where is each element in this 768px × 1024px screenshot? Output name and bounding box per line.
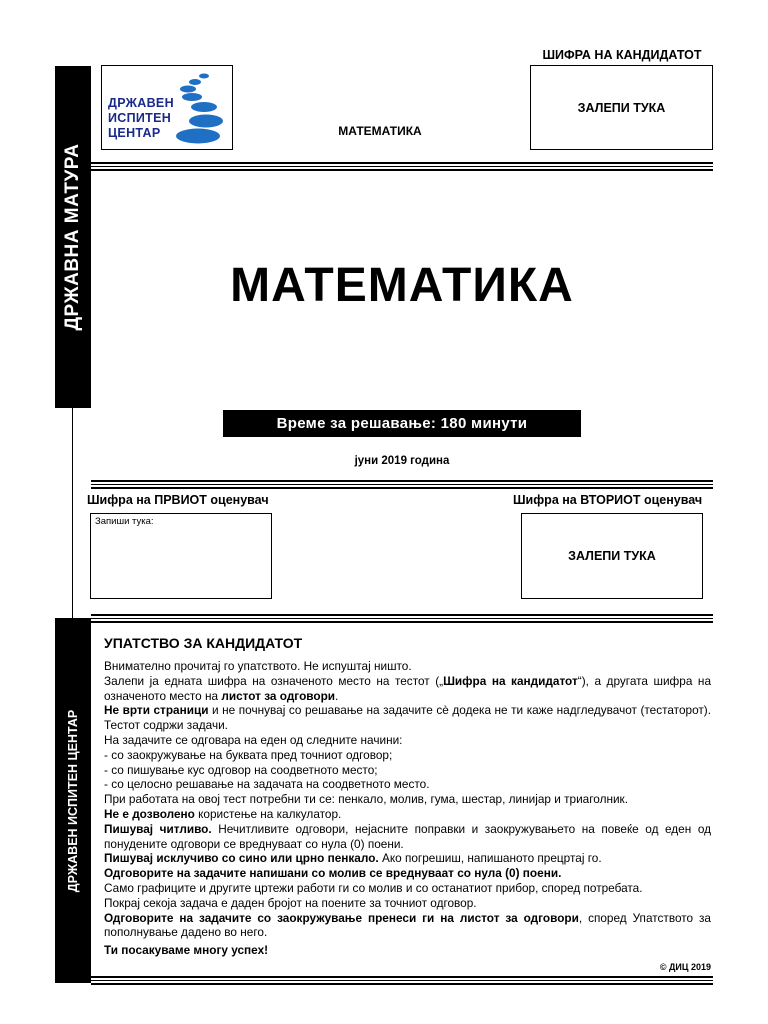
candidate-code-label: ШИФРА НА КАНДИДАТОТ (542, 48, 702, 62)
instruction-paragraph: - со пишување кус одговор на соодветното место; (104, 762, 378, 777)
divider (91, 480, 713, 489)
divider (91, 162, 713, 171)
time-bar: Време за решавање: 180 минути (223, 410, 581, 437)
instruction-paragraph: Покрај секоја задача е даден бројот на поените за точниот одговор. (104, 895, 477, 910)
second-grader-label: Шифра на ВТОРИОТ оценувач (513, 493, 703, 507)
instruction-paragraph: Одговорите на задачите со заокружување пренеси ги на листот за одговори, според Упатството за пополнување дадено во него. (104, 910, 711, 940)
instructions-title: УПАТСТВО ЗА КАНДИДАТОТ (104, 635, 303, 651)
instruction-paragraph: Пишувај исклучиво со сино или црно пенкало. Ако погрешиш, напишаното прецртај го. (104, 851, 602, 866)
candidate-code-box: ЗАЛЕПИ ТУКА (530, 65, 713, 150)
copyright: © ДИЦ 2019 (659, 962, 711, 972)
instruction-paragraph: Одговорите на задачите напишани со молив се вреднуваат со нула (0) поени. (104, 866, 562, 881)
divider (91, 614, 713, 623)
logo-text-line: ЦЕНТАР (108, 126, 161, 140)
logo-text-line: ИСПИТЕН (108, 111, 172, 125)
instruction-paragraph: Не врти страници и не почнувај со решавање на задачите сè додека не ти каже надгледувачот (тестаторот). Тестот содржи задачи. (104, 703, 711, 733)
subject-small-label: МАТЕМАТИКА (338, 124, 422, 138)
instruction-paragraph: Само графиците и другите цртежи работи ги со молив и со останатиот прибор, според потребата. (104, 880, 643, 895)
closing-wish: Ти посакуваме многу успех! (104, 943, 269, 957)
divider (91, 976, 713, 985)
sidebar-top-label: ДРЖАВНА МАТУРА (62, 143, 83, 331)
logo-text-line: ДРЖАВЕН (108, 96, 174, 110)
logo (101, 65, 233, 150)
instruction-paragraph: При работата на овој тест потребни ти се: пенкало, молив, гума, шестар, линијар и триаголник. (104, 792, 628, 807)
instruction-paragraph: На задачите се одговара на еден од следните начини: (104, 732, 403, 747)
sidebar-bottom-label: ДРЖАВЕН ИСПИТЕН ЦЕНТАР (66, 709, 80, 892)
instruction-paragraph: Внимателно прочитај го упатството. Не испуштај ништо. (104, 659, 412, 673)
instruction-paragraph: - со целосно решавање на задачата на соодветното место. (104, 777, 430, 792)
instruction-paragraph: Не е дозволено користење на калкулатор. (104, 806, 342, 821)
first-grader-box-text: Запиши тука: (95, 516, 154, 527)
first-grader-code-box[interactable] (90, 513, 272, 599)
second-grader-code-box: ЗАЛЕПИ ТУКА (521, 513, 703, 599)
instructions-body (104, 659, 711, 940)
instruction-paragraph: - со заокружување на буквата пред точниот одговор; (104, 747, 393, 762)
sidebar-bottom-bar (55, 618, 91, 983)
instruction-paragraph: Залепи ја едната шифра на означеното место на тестот („Шифра на кандидатот“), а другата шифра на означеното место на листот за одговори. (104, 673, 712, 703)
instruction-paragraph: Пишувај читливо. Нечитливите одговори, нејасните поправки и заокружувањето на повеќе од еден од понудените одговори се вреднуваат со нула (0) поени. (104, 821, 712, 851)
sidebar-connector-line (72, 408, 73, 618)
exam-date: јуни 2019 година (354, 455, 450, 467)
sidebar-top-bar (55, 66, 91, 408)
page-title: МАТЕМАТИКА (230, 259, 574, 312)
first-grader-label: Шифра на ПРВИОТ оценувач (87, 493, 269, 507)
